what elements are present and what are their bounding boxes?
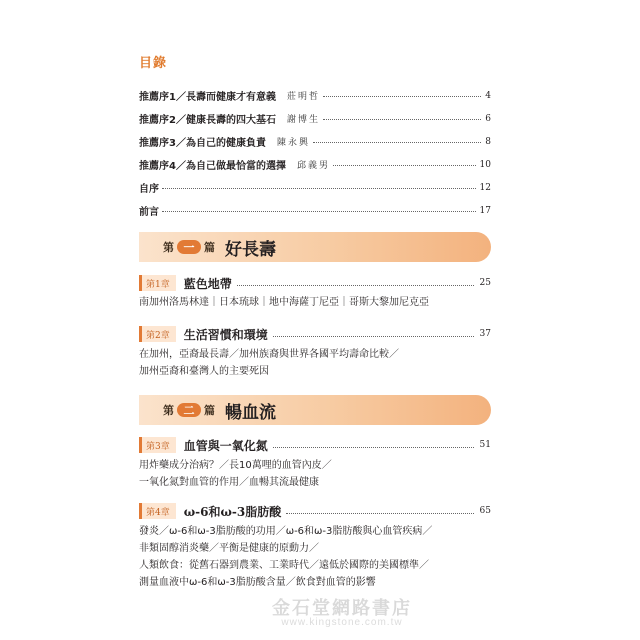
chapter-page: 51 [479,440,491,450]
toc-entry[interactable] [139,176,491,199]
chapter-title: 血管與一氧化氮 [184,437,271,454]
leader-dots [323,119,481,120]
chapter-heading[interactable] [139,501,491,521]
leader-dots [286,513,473,514]
toc-entry-label: 推薦序4／為自己做最恰當的選擇 [139,157,289,172]
description-line: 非類固醇消炎藥／平衡是健康的原動力／ [139,543,319,554]
toc-entry[interactable] [139,199,491,222]
part-number-label [163,402,215,418]
leader-dots [162,211,476,212]
chapter-heading[interactable] [139,324,491,344]
toc-list [139,84,491,222]
chapter-title: 生活習慣和環境 [184,326,271,343]
leader-dots [273,447,474,448]
part-number-badge: 二 [177,403,201,417]
toc-entry-page: 8 [485,136,491,147]
part-prefix: 第 [163,404,174,417]
chapter-label: 第3章 [139,437,176,453]
chapter-description [139,294,499,311]
toc-entry-label: 推薦序1／長壽而健康才有意義 [139,88,279,103]
toc-entry-page: 6 [485,113,491,124]
toc-entry-label: 前言 [139,203,162,218]
chapter-page: 25 [479,278,491,288]
toc-entry[interactable] [139,153,491,176]
leader-dots [273,336,474,337]
part-banner[interactable] [139,232,491,262]
chapter-heading[interactable] [139,435,491,455]
toc-title: 目錄 [139,56,168,71]
watermark-url: www.kingstone.com.tw [281,617,403,628]
part-suffix: 篇 [204,404,215,417]
description-line: 發炎／ω-6和ω-3脂肪酸的功用／ω-6和ω-3脂肪酸與心血管疾病／ [139,526,433,537]
toc-entry-label: 推薦序3／為自己的健康負責 [139,134,269,149]
leader-dots [323,96,481,97]
chapter-description [139,346,499,380]
toc-entry-author: 謝博生 [287,112,323,125]
chapter-label: 第2章 [139,326,176,342]
toc-entry-page: 4 [485,90,491,101]
toc-entry-page: 17 [479,205,491,216]
chapter-label: 第4章 [139,503,176,519]
description-line: 用炸藥成分治病？／長10萬哩的血管內皮／ [139,460,332,471]
chapter-title: 藍色地帶 [184,275,235,292]
description-line: 加州亞裔和臺灣人的主要死因 [139,366,269,377]
chapter-title: ω-6和ω-3脂肪酸 [184,503,285,520]
description-line: 在加州，亞裔最長壽／加州族裔與世界各國平均壽命比較／ [139,349,399,360]
description-line: 一氧化氮對血管的作用／血暢其流最健康 [139,477,319,488]
chapter-label: 第1章 [139,275,176,291]
toc-entry-author: 陳永興 [277,135,313,148]
chapter-description [139,523,499,591]
description-line: 南加州洛馬林達｜日本琉球｜地中海薩丁尼亞｜哥斯大黎加尼克亞 [139,297,429,308]
chapter-heading[interactable] [139,273,491,293]
toc-entry-author: 邱義男 [297,158,333,171]
watermark-store-name: 金石堂網路書店 [272,598,412,619]
chapter-page: 65 [479,506,491,516]
part-suffix: 篇 [204,241,215,254]
description-line: 人類飲食：從舊石器到農業、工業時代／遠低於國際的美國標準／ [139,560,429,571]
part-number-badge: 一 [177,240,201,254]
part-title: 好長壽 [225,239,276,260]
toc-entry[interactable] [139,84,491,107]
part-banner[interactable] [139,395,491,425]
leader-dots [313,142,481,143]
description-line: 測量血液中ω-6和ω-3脂肪酸含量／飲食對血管的影響 [139,577,376,588]
part-number-label [163,239,215,255]
part-title: 暢血流 [225,402,276,423]
toc-entry-label: 自序 [139,180,162,195]
chapter-description [139,457,499,491]
toc-entry[interactable] [139,107,491,130]
part-prefix: 第 [163,241,174,254]
leader-dots [333,165,476,166]
toc-entry[interactable] [139,130,491,153]
toc-entry-page: 12 [479,182,491,193]
leader-dots [162,188,476,189]
toc-entry-author: 莊明哲 [287,89,323,102]
chapter-page: 37 [479,329,491,339]
toc-entry-page: 10 [479,159,491,170]
toc-entry-label: 推薦序2／健康長壽的四大基石 [139,111,279,126]
leader-dots [237,285,474,286]
